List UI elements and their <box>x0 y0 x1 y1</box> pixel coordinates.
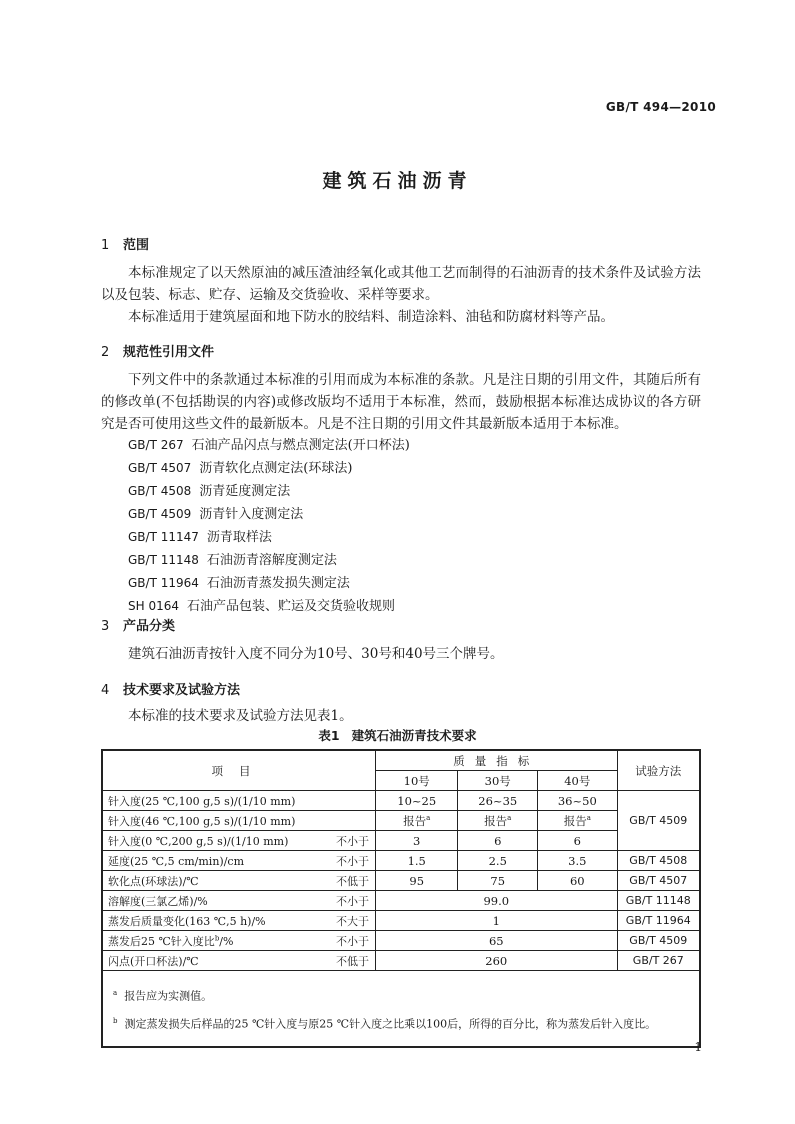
row-item: 闪点(开口杯法)/℃ <box>102 951 332 971</box>
cell-value-text: 报告 <box>403 813 427 828</box>
reference-item <box>128 503 410 526</box>
row-condition: 不大于 <box>332 911 375 931</box>
table-row <box>102 951 700 971</box>
page-number: 1 <box>694 1040 702 1054</box>
table-row <box>102 791 700 811</box>
reference-code: GB/T 11147 <box>128 530 199 544</box>
reference-code: GB/T 11148 <box>128 553 199 567</box>
row-item-unit: /% <box>219 934 234 948</box>
section-number: 3 <box>101 619 110 634</box>
cell-value <box>458 811 538 831</box>
table-row <box>102 831 700 851</box>
cell-method: GB/T 4508 <box>617 851 700 871</box>
header-grade: 40号 <box>538 771 618 791</box>
cell-method: GB/T 11148 <box>617 891 700 911</box>
cell-value-text: 报告 <box>484 813 508 828</box>
row-item: 延度(25 ℃,5 cm/min)/cm <box>102 851 332 871</box>
reference-title: 石油产品包装、贮运及交货验收规则 <box>187 599 396 614</box>
reference-list <box>128 434 410 618</box>
row-item: 溶解度(三氯乙烯)/% <box>102 891 332 911</box>
row-condition: 不小于 <box>332 851 375 871</box>
table-note <box>113 981 689 1009</box>
cell-value: 2.5 <box>458 851 538 871</box>
cell-value <box>375 811 458 831</box>
reference-code: GB/T 4507 <box>128 461 192 475</box>
row-item-text: 蒸发后25 ℃针入度比 <box>108 934 215 948</box>
section-4-heading <box>101 679 240 698</box>
reference-title: 石油沥青蒸发损失测定法 <box>206 576 350 591</box>
cell-value: 99.0 <box>375 891 617 911</box>
cell-value: 26~35 <box>458 791 538 811</box>
table-row <box>102 931 700 951</box>
section-title: 规范性引用文件 <box>123 345 215 360</box>
note-text: 测定蒸发损失后样品的25 ℃针入度与原25 ℃针入度之比乘以100后，所得的百分比，称为蒸发后针入度比。 <box>124 1017 657 1031</box>
cell-value: 1 <box>375 911 617 931</box>
reference-code: GB/T 4508 <box>128 484 192 498</box>
cell-value: 6 <box>458 831 538 851</box>
footnote-mark: a <box>426 813 431 822</box>
cell-value: 75 <box>458 871 538 891</box>
table-caption-number: 表1 <box>318 728 340 743</box>
reference-code: SH 0164 <box>128 599 179 613</box>
reference-item <box>128 549 410 572</box>
row-item: 针入度(0 ℃,200 g,5 s)/(1/10 mm) <box>102 831 332 851</box>
section-1-paragraph-2: 本标准适用于建筑屋面和地下防水的胶结料、制造涂料、油毡和防腐材料等产品。 <box>128 309 614 325</box>
reference-item <box>128 457 410 480</box>
row-condition: 不小于 <box>332 931 375 951</box>
standard-code: GB/T 494—2010 <box>605 100 716 114</box>
section-4-text: 本标准的技术要求及试验方法见表1。 <box>128 708 353 724</box>
cell-value: 60 <box>538 871 618 891</box>
table-row <box>102 811 700 831</box>
reference-title: 石油产品闪点与燃点测定法(开口杯法) <box>191 438 410 453</box>
section-title: 范围 <box>123 238 150 253</box>
reference-title: 沥青取样法 <box>206 530 272 545</box>
section-number: 4 <box>101 683 110 698</box>
header-quality-index: 质量指标 <box>375 750 617 771</box>
table-header-row <box>102 750 700 771</box>
section-2-heading <box>101 341 214 360</box>
cell-method: GB/T 11964 <box>617 911 700 931</box>
cell-method: GB/T 267 <box>617 951 700 971</box>
cell-value: 3 <box>375 831 458 851</box>
technical-requirements-table <box>101 749 701 1048</box>
reference-item <box>128 572 410 595</box>
table-row <box>102 851 700 871</box>
section-1-heading <box>101 234 149 253</box>
cell-method: GB/T 4509 <box>617 931 700 951</box>
cell-value <box>538 811 618 831</box>
reference-item <box>128 434 410 457</box>
note-text: 报告应为实测值。 <box>124 989 213 1003</box>
cell-method: GB/T 4509 <box>617 791 700 851</box>
cell-value-text: 报告 <box>563 813 587 828</box>
row-item: 针入度(25 ℃,100 g,5 s)/(1/10 mm) <box>102 791 375 811</box>
section-number: 2 <box>101 345 110 360</box>
row-item <box>102 931 332 951</box>
table-row <box>102 891 700 911</box>
section-title: 技术要求及试验方法 <box>123 683 241 698</box>
footnote-mark: b <box>113 1016 118 1025</box>
section-3-text: 建筑石油沥青按针入度不同分为10号、30号和40号三个牌号。 <box>128 646 504 662</box>
reference-title: 石油沥青溶解度测定法 <box>206 553 337 568</box>
table-caption <box>0 726 795 744</box>
cell-value: 36~50 <box>538 791 618 811</box>
header-item: 项目 <box>102 750 375 791</box>
reference-title: 沥青软化点测定法(环球法) <box>199 461 353 476</box>
row-condition: 不小于 <box>332 891 375 911</box>
footnote-mark: b <box>214 933 220 942</box>
cell-value: 3.5 <box>538 851 618 871</box>
section-title: 产品分类 <box>123 619 176 634</box>
table-notes-row <box>102 971 700 1048</box>
reference-item <box>128 526 410 549</box>
section-3-heading <box>101 615 175 634</box>
cell-value: 260 <box>375 951 617 971</box>
cell-value: 1.5 <box>375 851 458 871</box>
section-2-intro: 下列文件中的条款通过本标准的引用而成为本标准的条款。凡是注日期的引用文件，其随后所有的修改单(不包括勘误的内容)或修改版均不适用于本标准，然而，鼓励根据本标准达成协议的各方研究是否可使用这些文件的最新版本。凡是不注日期的引用文件其最新版本适用于本标准。 <box>101 372 701 432</box>
cell-value: 10~25 <box>375 791 458 811</box>
reference-code: GB/T 267 <box>128 438 184 452</box>
footnote-mark: a <box>586 813 591 822</box>
document-title: 建筑石油沥青 <box>322 170 473 192</box>
reference-title: 沥青针入度测定法 <box>199 507 304 522</box>
table-row <box>102 911 700 931</box>
reference-item <box>128 480 410 503</box>
reference-code: GB/T 4509 <box>128 507 192 521</box>
header-grade: 30号 <box>458 771 538 791</box>
cell-value: 95 <box>375 871 458 891</box>
section-number: 1 <box>101 238 110 253</box>
row-item: 蒸发后质量变化(163 ℃,5 h)/% <box>102 911 332 931</box>
table-row <box>102 871 700 891</box>
table-notes <box>102 971 700 1048</box>
cell-value: 6 <box>538 831 618 851</box>
row-item: 软化点(环球法)/℃ <box>102 871 332 891</box>
row-item: 针入度(46 ℃,100 g,5 s)/(1/10 mm) <box>102 811 375 831</box>
reference-title: 沥青延度测定法 <box>199 484 291 499</box>
cell-value: 65 <box>375 931 617 951</box>
table-note <box>113 1009 689 1037</box>
row-condition: 不低于 <box>332 951 375 971</box>
footnote-mark: a <box>507 813 512 822</box>
row-condition: 不小于 <box>332 831 375 851</box>
row-condition: 不低于 <box>332 871 375 891</box>
table-caption-title: 建筑石油沥青技术要求 <box>351 728 477 743</box>
reference-code: GB/T 11964 <box>128 576 199 590</box>
header-test-method: 试验方法 <box>617 750 700 791</box>
header-grade: 10号 <box>375 771 458 791</box>
cell-method: GB/T 4507 <box>617 871 700 891</box>
footnote-mark: a <box>113 989 118 997</box>
section-1-paragraph-1: 本标准规定了以天然原油的减压渣油经氧化或其他工艺而制得的石油沥青的技术条件及试验方法以及包装、标志、贮存、运输及交货验收、采样等要求。 <box>101 265 701 303</box>
